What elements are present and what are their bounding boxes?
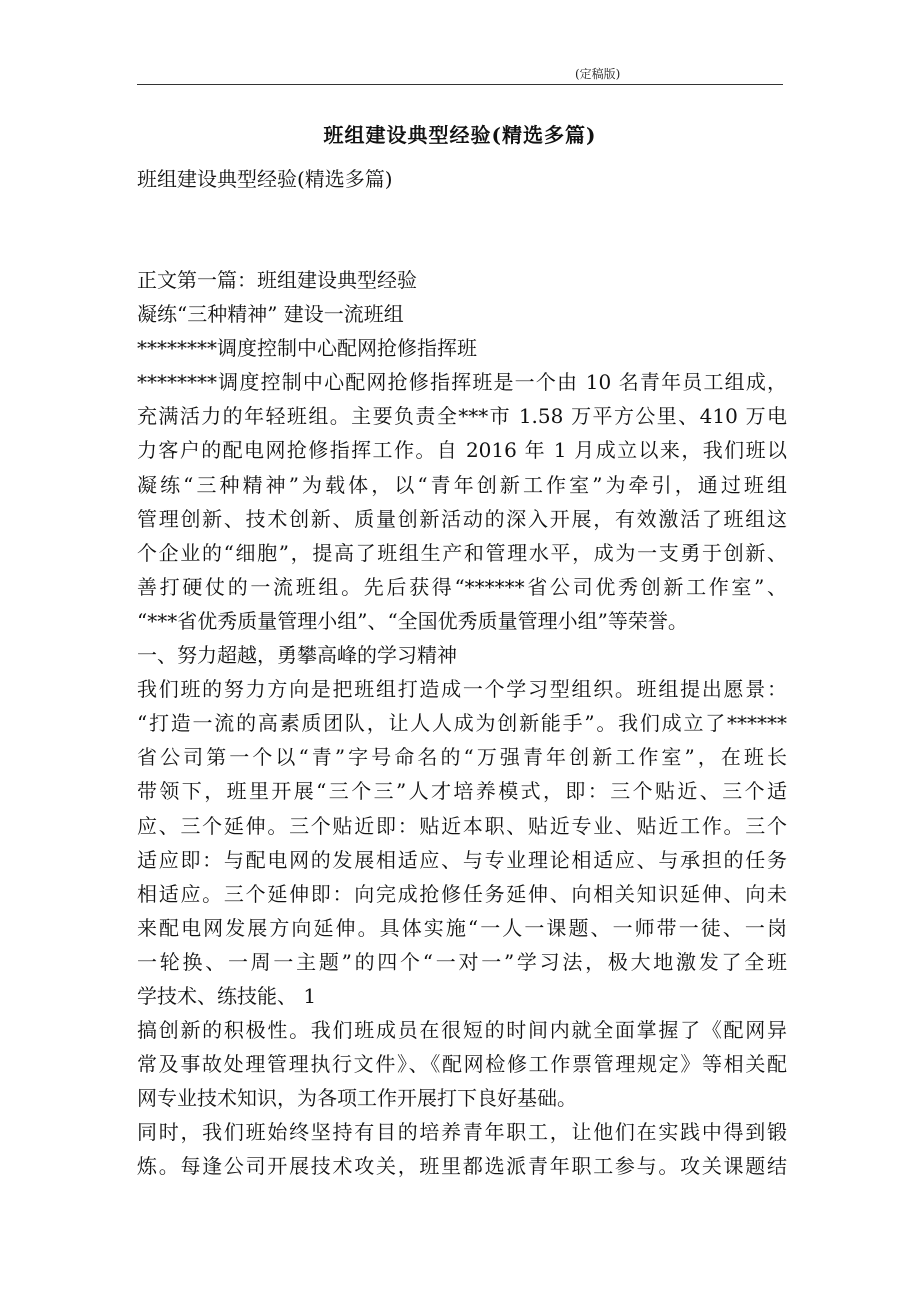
document-subtitle: 班组建设典型经验(精选多篇) (137, 167, 393, 191)
body-text (137, 263, 787, 1184)
header-rule (137, 84, 783, 85)
text-line: 适应即：与配电网的发展相适应、与专业理论相适应、与承担的任务 (137, 847, 787, 872)
text-line: 一轮换、一周一主题”的四个“一对一”学习法，极大地激发了全班 (137, 949, 787, 974)
text-line: 个企业的“细胞”，提高了班组生产和管理水平，成为一支勇于创新、 (137, 540, 787, 565)
text-line: “打造一流的高素质团队，让人人成为创新能手”。我们成立了****** (137, 711, 787, 736)
text-line: ********调度控制中心配网抢修指挥班是一个由 10 名青年员工组成， (137, 370, 787, 395)
text-line: “***省优秀质量管理小组”、“全国优秀质量管理小组”等荣誉。 (137, 608, 688, 633)
text-line: 正文第一篇：班组建设典型经验 (137, 268, 417, 292)
text-line: 带领下，班里开展“三个三”人才培养模式，即：三个贴近、三个适 (137, 779, 787, 804)
text-line: 来配电网发展方向延伸。具体实施“一人一课题、一师带一徒、一岗 (137, 915, 787, 940)
text-line: 搞创新的积极性。我们班成员在很短的时间内就全面掌握了《配网异 (137, 1018, 787, 1043)
text-line: 常及事故处理管理执行文件》、《配网检修工作票管理规定》等相关配 (137, 1052, 787, 1077)
text-line: 学技术、练技能、 1 (137, 983, 317, 1008)
text-line: 凝练“三种精神”为载体，以“青年创新工作室”为牵引，通过班组 (137, 472, 787, 497)
text-line: ********调度控制中心配网抢修指挥班 (137, 336, 477, 361)
text-line: 力客户的配电网抢修指挥工作。自 2016 年 1 月成立以来，我们班以 (137, 438, 787, 463)
text-line: 相适应。三个延伸即：向完成抢修任务延伸、向相关知识延伸、向未 (137, 881, 787, 906)
text-line: 我们班的努力方向是把班组打造成一个学习型组织。班组提出愿景： (137, 677, 787, 702)
document-title: 班组建设典型经验(精选多篇) (323, 123, 597, 147)
text-line: 一、努力超越，勇攀高峰的学习精神 (137, 643, 457, 668)
text-line: 充满活力的年轻班组。主要负责全***市 1.58 万平方公里、410 万电 (137, 404, 787, 429)
text-line: 网专业技术知识，为各项工作开展打下良好基础。 (137, 1086, 577, 1111)
text-line: 省公司第一个以“青”字号命名的“万强青年创新工作室”，在班长 (137, 745, 787, 770)
text-line: 应、三个延伸。三个贴近即：贴近本职、贴近专业、贴近工作。三个 (137, 813, 787, 838)
text-line: 炼。每逢公司开展技术攻关，班里都选派青年职工参与。攻关课题结 (137, 1154, 787, 1179)
header-note: (定稿版) (575, 67, 621, 81)
text-line: 同时，我们班始终坚持有目的培养青年职工，让他们在实践中得到锻 (137, 1120, 787, 1145)
text-line: 善打硬仗的一流班组。先后获得“******省公司优秀创新工作室”、 (137, 574, 787, 599)
text-line: 管理创新、技术创新、质量创新活动的深入开展，有效激活了班组这 (137, 506, 787, 531)
text-line: 凝练“三种精神” 建设一流班组 (137, 302, 404, 327)
